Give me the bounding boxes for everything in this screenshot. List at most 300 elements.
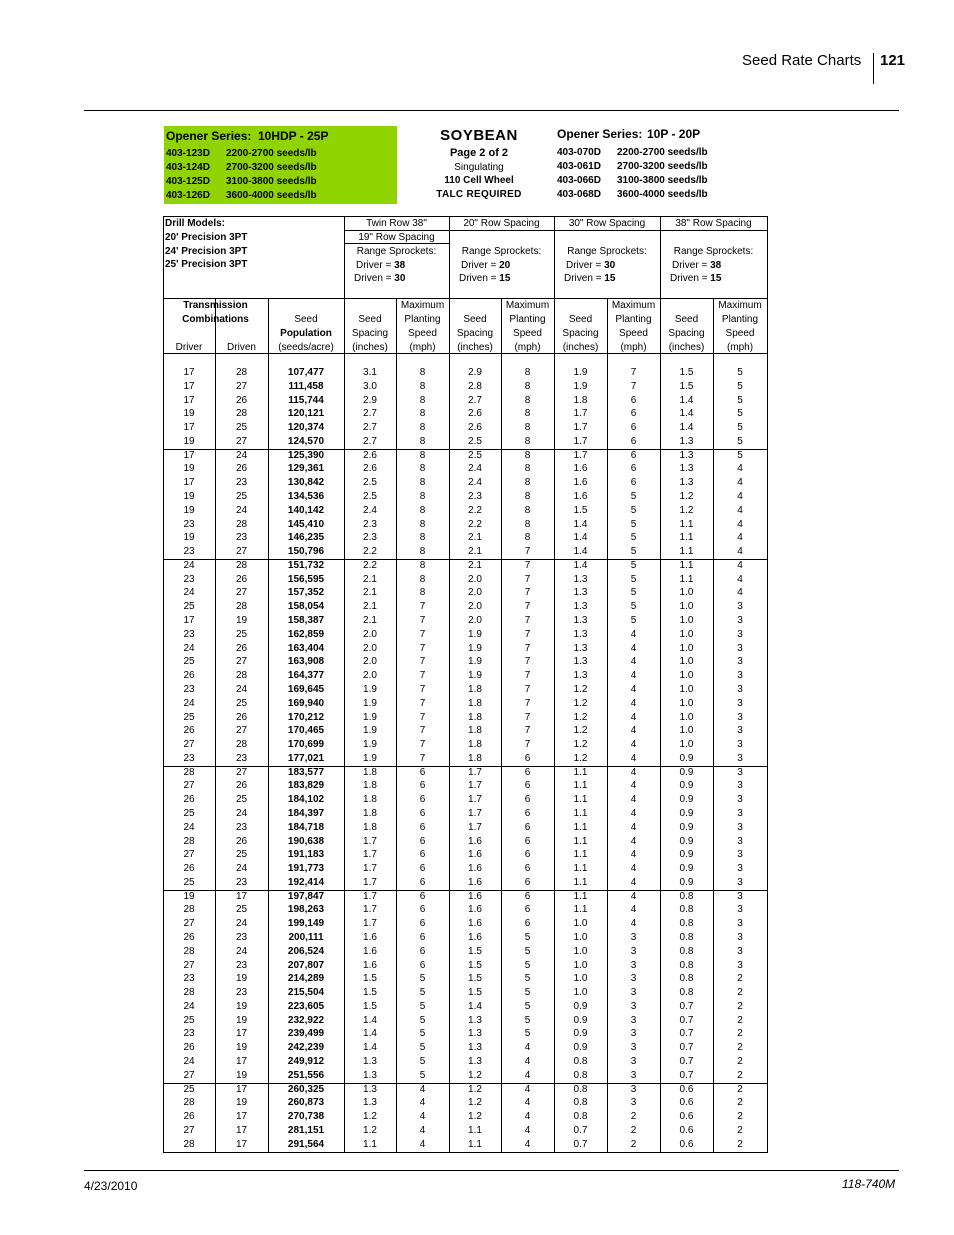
table-cell: 25 (183, 876, 195, 888)
table-cell: 17 (235, 1028, 248, 1040)
table-cell: 5 (524, 973, 531, 985)
table-cell: 1.0 (679, 739, 694, 751)
table-cell: 0.8 (679, 931, 694, 943)
table-cell: 1.3 (573, 642, 588, 654)
table-cell: 157,352 (287, 587, 325, 599)
driven-value: 15 (499, 273, 511, 284)
table-cell: 4 (630, 904, 637, 916)
table-cell: 1.7 (468, 807, 482, 819)
table-cell: 0.9 (679, 807, 694, 819)
table-cell: 17 (235, 1111, 248, 1123)
table-cell: 1.3 (468, 1056, 482, 1067)
table-cell: 2.5 (363, 477, 377, 489)
table-cell: 129,361 (287, 463, 325, 475)
table-cell: 1.5 (363, 973, 377, 985)
table-cell: 26 (183, 1042, 195, 1054)
table-cell: 1.5 (468, 945, 482, 957)
seed-size-range: 2700-3200 seeds/lb (226, 162, 317, 173)
opener-row (557, 160, 708, 174)
footer-doc-number: 118-740M (842, 1177, 896, 1191)
table-cell: 27 (235, 766, 248, 778)
row-spacing-title: 20" Row Spacing (463, 218, 540, 229)
table-cell: 24 (183, 1056, 195, 1067)
table-cell: 4 (737, 587, 743, 599)
table-cell: 4 (737, 559, 743, 571)
table-cell: 6 (419, 807, 426, 819)
table-cell: 0.8 (679, 918, 694, 930)
seed-size-range: 3100-3800 seeds/lb (617, 175, 708, 186)
table-cell: 1.1 (573, 766, 588, 778)
table-cell: 6 (419, 766, 426, 778)
table-cell: 200,111 (288, 931, 324, 943)
seed-spacing-heading: (inches) (457, 342, 493, 353)
table-cell: 1.7 (363, 918, 377, 930)
seed-size-range: 3100-3800 seeds/lb (226, 176, 317, 187)
table-cell: 1.0 (679, 587, 694, 599)
table-cell: 2 (737, 1000, 743, 1012)
table-cell: 1.2 (573, 752, 588, 764)
table-cell: 1.3 (573, 628, 588, 640)
table-cell: 215,504 (287, 987, 325, 999)
table-cell: 17 (183, 422, 195, 434)
table-cell: 1.6 (468, 849, 482, 861)
table-cell: 24 (183, 587, 195, 599)
table-cell: 0.8 (679, 959, 694, 971)
table-cell: 3 (737, 739, 743, 751)
table-cell: 6 (524, 863, 531, 875)
opener-right-value: 10P - 20P (647, 127, 701, 141)
table-cell: 1.5 (573, 504, 588, 516)
table-cell: 26 (235, 573, 248, 585)
part-number: 403-123D (166, 148, 210, 159)
table-cell: 23 (183, 1028, 195, 1040)
table-cell: 1.7 (363, 876, 377, 888)
table-cell: 2.6 (468, 408, 482, 420)
table-cell: 0.9 (679, 835, 694, 847)
planting-speed-heading: Planting (615, 314, 652, 325)
table-cell: 7 (419, 615, 426, 627)
table-cell: 3 (737, 670, 743, 682)
table-cell: 1.9 (468, 642, 482, 654)
table-cell: 1.1 (573, 780, 588, 792)
table-cell: 184,397 (287, 807, 325, 819)
driven-label: Driven = (670, 273, 711, 284)
driver-value: 38 (394, 260, 406, 271)
table-cell: 206,524 (287, 945, 325, 957)
table-cell: 4 (630, 835, 637, 847)
table-cell: 2.4 (468, 477, 482, 489)
table-cell: 4 (524, 1111, 531, 1123)
table-cell: 120,374 (287, 422, 325, 434)
transmission-heading: Combinations (182, 314, 249, 325)
table-cell: 1.0 (573, 987, 588, 999)
table-cell: 1.2 (573, 739, 588, 751)
table-cell: 8 (419, 587, 426, 599)
table-cell: 19 (183, 463, 195, 475)
table-cell: 7 (419, 642, 426, 654)
table-cell: 4 (630, 890, 637, 902)
population-heading: Population (280, 328, 332, 339)
table-cell: 0.6 (679, 1083, 694, 1095)
table-cell: 2.7 (363, 435, 377, 447)
table-cell: 1.0 (679, 725, 694, 737)
driven-value: 15 (604, 273, 616, 284)
part-number: 403-068D (557, 189, 601, 200)
table-cell: 7 (524, 587, 531, 599)
table-cell: 1.4 (363, 1014, 377, 1026)
table-cell: 1.8 (468, 752, 482, 764)
table-cell: 23 (183, 683, 195, 695)
table-cell: 7 (419, 725, 426, 737)
table-cell: 3 (737, 683, 743, 695)
table-cell: 24 (235, 945, 248, 957)
table-cell: 1.9 (468, 628, 482, 640)
table-cell: 25 (183, 711, 195, 723)
driven-value: 30 (394, 273, 406, 284)
table-cell: 26 (183, 863, 195, 875)
part-number: 403-066D (557, 175, 601, 186)
table-cell: 5 (630, 587, 637, 599)
table-cell: 28 (183, 945, 195, 957)
planting-speed-heading: (mph) (620, 342, 647, 353)
table-cell: 6 (419, 959, 426, 971)
table-cell: 8 (419, 477, 426, 489)
table-cell: 0.9 (573, 1042, 588, 1054)
table-cell: 3 (630, 1028, 637, 1040)
table-cell: 223,605 (287, 1000, 325, 1012)
table-cell: 1.3 (573, 587, 588, 599)
table-cell: 1.1 (573, 835, 588, 847)
planting-speed-heading: Planting (404, 314, 441, 325)
driver-sprocket (566, 260, 615, 272)
part-number: 403-061D (557, 161, 601, 172)
table-cell: 3.0 (363, 380, 377, 392)
table-cell: 5 (419, 1069, 426, 1081)
table-cell: 6 (419, 890, 426, 902)
table-cell: 4 (630, 642, 637, 654)
row-spacing-title: 38" Row Spacing (675, 218, 752, 229)
table-cell: 6 (419, 821, 426, 833)
crop-heading (400, 126, 558, 201)
table-cell: 207,807 (287, 959, 325, 971)
table-cell: 1.0 (679, 711, 694, 723)
opener-right-label: Opener Series: (557, 127, 643, 141)
table-cell: 1.5 (363, 1000, 377, 1012)
table-cell: 4 (630, 752, 637, 764)
table-cell: 19 (235, 1000, 248, 1012)
table-cell: 2 (630, 1138, 637, 1150)
table-cell: 6 (524, 821, 531, 833)
table-cell: 0.8 (679, 945, 694, 957)
seed-size-range: 2200-2700 seeds/lb (226, 148, 317, 159)
table-cell: 1.9 (363, 752, 377, 764)
table-cell: 23 (183, 973, 195, 985)
table-cell: 26 (235, 642, 248, 654)
table-cell: 1.8 (468, 711, 482, 723)
table-cell: 1.7 (573, 435, 588, 447)
table-cell: 5 (630, 532, 637, 544)
table-cell: 3 (737, 959, 743, 971)
seed-rate-table (163, 216, 767, 1152)
table-cell: 8 (524, 449, 531, 461)
table-cell: 150,796 (287, 546, 325, 558)
table-cell: 6 (524, 918, 531, 930)
singulating-label: Singulating (454, 162, 504, 173)
table-cell: 1.6 (573, 477, 588, 489)
driver-sprocket (356, 260, 405, 272)
range-sprockets-label: Range Sprockets: (461, 246, 542, 257)
table-cell: 3 (630, 1069, 637, 1081)
table-cell: 0.9 (679, 766, 694, 778)
table-cell: 28 (235, 601, 248, 613)
table-cell: 8 (524, 504, 531, 516)
table-cell: 291,564 (287, 1138, 325, 1150)
table-cell: 270,738 (287, 1111, 325, 1123)
table-cell: 2 (737, 1014, 743, 1026)
table-cell: 1.9 (573, 367, 588, 378)
table-cell: 8 (524, 380, 531, 392)
table-cell: 0.7 (679, 1042, 694, 1054)
driver-label: Driver = (672, 260, 711, 271)
table-cell: 25 (183, 656, 195, 668)
table-cell: 8 (524, 422, 531, 434)
table-cell: 4 (524, 1124, 531, 1136)
planting-speed-heading: Maximum (400, 300, 445, 311)
table-cell: 0.9 (679, 863, 694, 875)
page-header-title: Seed Rate Charts (742, 52, 862, 69)
table-cell: 1.8 (468, 697, 482, 709)
table-cell: 7 (524, 683, 531, 695)
table-cell: 27 (235, 546, 248, 558)
table-cell: 24 (183, 642, 195, 654)
table-cell: 191,183 (287, 849, 325, 861)
drill-model: 25' Precision 3PT (165, 259, 248, 271)
table-cell: 1.7 (468, 766, 482, 778)
page-number: 121 (880, 52, 906, 69)
table-cell: 1.6 (363, 945, 377, 957)
table-cell: 120,121 (287, 408, 325, 420)
header-rule (449, 230, 768, 231)
header-rule (84, 110, 899, 111)
table-cell: 17 (183, 394, 195, 406)
opener-left-value: 10HDP - 25P (258, 129, 329, 143)
table-cell: 6 (419, 849, 426, 861)
table-cell: 2 (737, 1138, 743, 1150)
table-cell: 5 (737, 380, 743, 392)
table-cell: 7 (630, 367, 637, 378)
table-cell: 1.8 (468, 725, 482, 737)
table-cell: 1.7 (363, 890, 377, 902)
table-cell: 4 (630, 766, 637, 778)
table-cell: 2.0 (363, 628, 377, 640)
table-cell: 1.1 (679, 518, 694, 530)
part-number: 403-124D (166, 162, 210, 173)
table-cell: 8 (419, 504, 426, 516)
table-cell: 25 (235, 697, 248, 709)
table-cell: 5 (419, 1000, 426, 1012)
table-cell: 3 (737, 711, 743, 723)
table-cell: 6 (524, 904, 531, 916)
table-cell: 1.5 (468, 973, 482, 985)
table-cell: 115,744 (288, 394, 324, 406)
table-cell: 2.6 (363, 449, 377, 461)
header-divider (873, 53, 874, 84)
table-cell: 1.2 (573, 725, 588, 737)
table-cell: 249,912 (287, 1056, 325, 1067)
table-cell: 4 (630, 849, 637, 861)
table-cell: 1.7 (468, 821, 482, 833)
driver-value: 20 (499, 260, 511, 271)
table-cell: 1.7 (363, 835, 377, 847)
table-cell: 5 (737, 408, 743, 420)
table-cell: 158,387 (287, 615, 325, 627)
table-cell: 0.6 (679, 1111, 694, 1123)
table-cell: 4 (524, 1097, 531, 1109)
table-cell: 27 (183, 780, 195, 792)
table-cell: 3.1 (363, 367, 377, 378)
table-cell: 23 (235, 821, 248, 833)
table-cell: 0.6 (679, 1097, 694, 1109)
table-cell: 19 (235, 973, 248, 985)
table-cell: 7 (524, 628, 531, 640)
table-cell: 2.9 (363, 394, 377, 406)
table-cell: 0.9 (679, 752, 694, 764)
table-cell: 1.7 (363, 863, 377, 875)
table-cell: 1.8 (363, 807, 377, 819)
table-cell: 7 (419, 601, 426, 613)
table-cell: 28 (183, 766, 195, 778)
table-cell: 0.8 (573, 1097, 588, 1109)
table-cell: 1.8 (468, 683, 482, 695)
table-cell: 130,842 (287, 477, 325, 489)
table-cell: 0.6 (679, 1124, 694, 1136)
table-cell: 1.6 (468, 904, 482, 916)
table-cell: 27 (183, 918, 195, 930)
table-cell: 1.0 (679, 642, 694, 654)
table-cell: 26 (183, 931, 195, 943)
table-cell: 23 (183, 752, 195, 764)
table-cell: 1.9 (363, 711, 377, 723)
table-cell: 1.6 (573, 491, 588, 503)
table-cell: 23 (235, 931, 248, 943)
table-cell: 3 (630, 1097, 637, 1109)
table-cell: 4 (630, 628, 637, 640)
table-cell: 4 (737, 504, 743, 516)
row-spacing-subtitle: 19" Row Spacing (358, 232, 435, 243)
page-of: Page 2 of 2 (449, 147, 509, 159)
table-cell: 1.4 (363, 1028, 377, 1040)
table-cell: 8 (524, 491, 531, 503)
table-cell: 7 (524, 559, 531, 571)
opener-row (557, 146, 708, 160)
table-cell: 2.7 (468, 394, 482, 406)
table-cell: 1.9 (363, 683, 377, 695)
seed-spacing-heading: Spacing (351, 328, 389, 339)
table-cell: 239,499 (287, 1028, 325, 1040)
talc-required-label: TALC REQUIRED (436, 189, 522, 200)
table-cell: 3 (737, 697, 743, 709)
table-cell: 197,847 (287, 890, 325, 902)
table-cell: 17 (183, 615, 195, 627)
table-cell: 1.8 (363, 821, 377, 833)
table-cell: 2 (630, 1124, 637, 1136)
table-cell: 2.5 (468, 449, 482, 461)
table-cell: 1.1 (468, 1138, 482, 1150)
table-cell: 4 (630, 807, 637, 819)
table-cell: 0.7 (573, 1124, 588, 1136)
table-cell: 25 (235, 849, 248, 861)
table-cell: 5 (737, 422, 743, 434)
table-cell: 17 (235, 1083, 248, 1095)
table-cell: 145,410 (287, 518, 325, 530)
table-cell: 19 (235, 1069, 248, 1081)
table-cell: 1.9 (363, 725, 377, 737)
table-cell: 23 (183, 573, 195, 585)
seed-spacing-heading: Seed (463, 314, 487, 325)
table-cell: 25 (235, 904, 248, 916)
table-cell: 28 (183, 1138, 195, 1150)
seed-spacing-heading: Seed (674, 314, 699, 325)
table-cell: 0.8 (573, 1069, 588, 1081)
table-cell: 8 (419, 532, 426, 544)
table-cell: 1.1 (468, 1124, 482, 1136)
table-cell: 2.1 (363, 587, 377, 599)
table-cell: 1.4 (679, 422, 694, 434)
seed-spacing-heading: (inches) (352, 342, 388, 353)
table-cell: 3 (737, 601, 743, 613)
table-cell: 1.5 (468, 959, 482, 971)
table-cell: 1.5 (679, 367, 694, 378)
table-cell: 19 (183, 890, 195, 902)
table-cell: 4 (737, 477, 743, 489)
table-cell: 184,718 (287, 821, 325, 833)
table-cell: 25 (183, 601, 195, 613)
table-cell: 3 (737, 931, 743, 943)
table-cell: 1.0 (573, 945, 588, 957)
table-cell: 6 (419, 780, 426, 792)
driver-value: 30 (604, 260, 616, 271)
table-cell: 162,859 (287, 628, 325, 640)
seed-size-range: 2200-2700 seeds/lb (617, 147, 708, 158)
table-cell: 3 (737, 821, 743, 833)
row-spacing-title: 30" Row Spacing (568, 218, 646, 229)
table-cell: 191,773 (287, 863, 325, 875)
table-cell: 6 (524, 876, 531, 888)
table-cell: 3 (737, 794, 743, 806)
table-cell: 1.0 (573, 959, 588, 971)
table-cell: 2.5 (363, 491, 377, 503)
driver-heading: Driver (175, 342, 203, 353)
planting-speed-heading: Speed (513, 328, 542, 339)
table-cell: 192,414 (287, 876, 325, 888)
table-cell: 7 (419, 656, 426, 668)
table-cell: 23 (183, 518, 195, 530)
population-heading: (seeds/acre) (278, 342, 334, 353)
table-cell: 25 (235, 422, 248, 434)
driver-sprocket (461, 260, 510, 272)
table-cell: 2 (737, 1056, 743, 1067)
table-cell: 2.5 (468, 435, 482, 447)
table-cell: 5 (524, 959, 531, 971)
table-cell: 4 (630, 683, 637, 695)
table-cell: 23 (235, 987, 248, 999)
driven-sprocket (459, 273, 510, 285)
table-cell: 6 (524, 794, 531, 806)
table-cell: 2.2 (468, 504, 482, 516)
table-cell: 2.7 (363, 408, 377, 420)
driven-sprocket (564, 273, 615, 285)
planting-speed-heading: Speed (408, 328, 437, 339)
